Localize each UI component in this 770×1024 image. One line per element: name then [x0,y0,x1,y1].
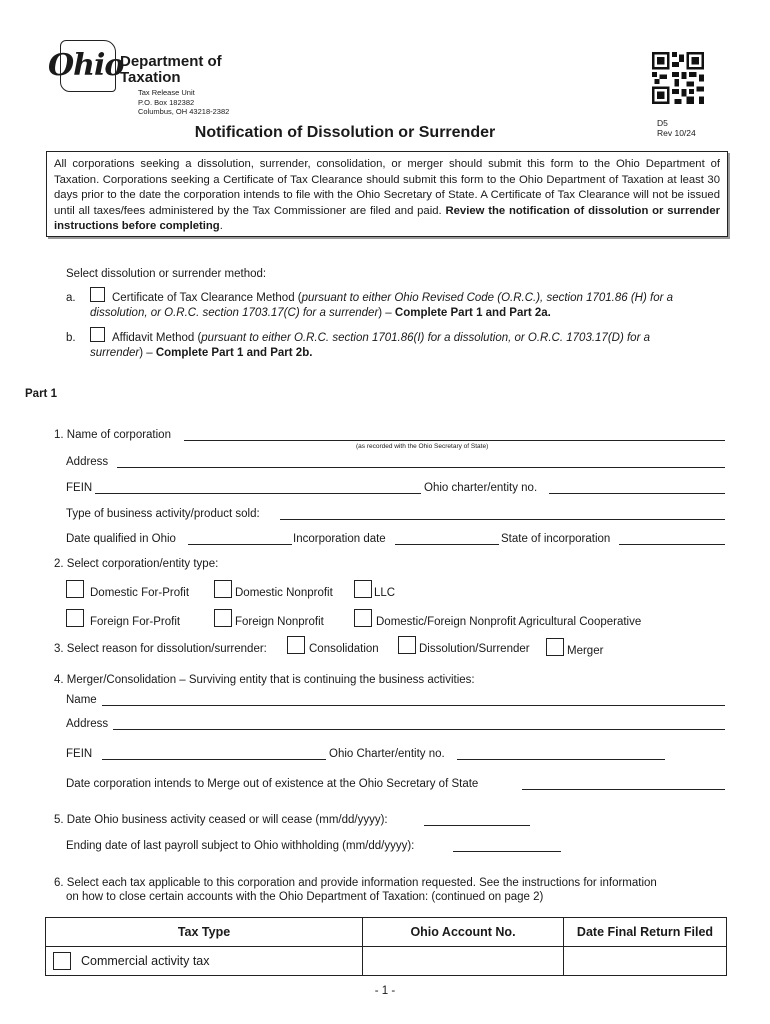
corp-fein-field[interactable] [95,493,421,494]
dissolution-checkbox[interactable] [398,636,416,654]
agricultural-cooperative-checkbox[interactable] [354,609,372,627]
state-incorporation-field[interactable] [619,544,725,545]
corp-name-note: (as recorded with the Ohio Secretary of State) [356,443,489,450]
incorporation-date-field[interactable] [395,544,499,545]
method-b-label: Affidavit Method (pursuant to either O.R.C. section 1701.86(I) for a dissolution, or O.R.C. 1703.17(D) for a [112,332,650,344]
corp-address-field[interactable] [117,467,725,468]
payroll-date-field[interactable] [453,851,561,852]
method-a-label: Certificate of Tax Clearance Method (pursuant to either Ohio Revised Code (O.R.C.), section 1701.86 (H) for a [112,292,674,304]
instructions-box: All corporations seeking a dissolution, surrender, consolidation, or merger should submit this form to the Ohio Department of Taxation. Corporations seeking a Certificate of Tax Clearance should submit this form to the Ohio Department of Taxation at least 30 days prior to the date the corporation intends to file with the Ohio Secretary of State. A Certificate of Tax Clearance will not be issued until all taxes/fees administered by the Tax Commissioner are filed and paid. Review the notification of dissolution or surrender instructions before completing. [46,151,728,237]
page-number: - 1 - [374,985,396,997]
tax-type-cell: Commercial activity tax [81,954,210,968]
form-code: D5 Rev 10/24 [657,118,696,138]
method-prompt: Select dissolution or surrender method: [66,268,267,280]
account-no-cell[interactable] [363,947,564,976]
surviving-name-field[interactable] [102,705,725,706]
qr-code-icon [652,52,704,104]
part1-heading: Part 1 [25,388,57,400]
tax-table-header [46,918,727,947]
table-row [46,947,727,976]
tax-table [45,917,727,976]
corp-charter-field[interactable] [549,493,725,494]
date-filed-header: Date Final Return Filed [564,918,727,947]
merger-checkbox[interactable] [546,638,564,656]
merge-date-field[interactable] [522,789,725,790]
date-filed-cell[interactable] [564,947,727,976]
intro-text: All corporations seeking a dissolution, surrender, consolidation, or merger should submit this form to the Ohio Department of Taxation. Corporations seeking a Certificate of Tax Clearance should submit this form to the Ohio Department of Taxation at least 30 days prior to the date the corporation intends to file with the Ohio Secretary of State. A Certificate of Tax Clearance will not be issued until all taxes/fees administered by the Tax Commissioner are filed and paid. [54,158,720,217]
surviving-fein-field[interactable] [102,759,326,760]
mailing-address: Tax Release Unit P.O. Box 182382 Columbus, OH 43218-2382 [138,88,230,116]
tax-type-header: Tax Type [46,918,363,947]
date-qualified-field[interactable] [188,544,292,545]
commercial-activity-tax-checkbox[interactable] [53,952,71,970]
cease-date-field[interactable] [424,825,530,826]
domestic-nonprofit-checkbox[interactable] [214,580,232,598]
ohio-logo: Ohio [48,48,124,83]
method-b-label-cont: surrender) – Complete Part 1 and Part 2b. [90,347,313,359]
consolidation-checkbox[interactable] [287,636,305,654]
method-a-label-cont: dissolution, or O.R.C. section 1703.17(C) for a surrender) – Complete Part 1 and Part 2a. [90,307,551,319]
corp-name-field[interactable] [184,440,725,441]
surviving-address-field[interactable] [113,729,725,730]
business-activity-field[interactable] [280,519,725,520]
department-name: Department of Taxation [120,53,222,86]
page-title: Notification of Dissolution or Surrender [194,124,496,141]
foreign-for-profit-checkbox[interactable] [66,609,84,627]
foreign-nonprofit-checkbox[interactable] [214,609,232,627]
intro-bold: Review the notification of dissolution or surrender instructions before completing [54,204,720,232]
domestic-for-profit-checkbox[interactable] [66,580,84,598]
corp-name-label: 1. Name of corporation [54,429,171,441]
surviving-charter-field[interactable] [457,759,665,760]
method-b-checkbox[interactable] [90,327,105,342]
llc-checkbox[interactable] [354,580,372,598]
account-no-header: Ohio Account No. [363,918,564,947]
method-a-checkbox[interactable] [90,287,105,302]
